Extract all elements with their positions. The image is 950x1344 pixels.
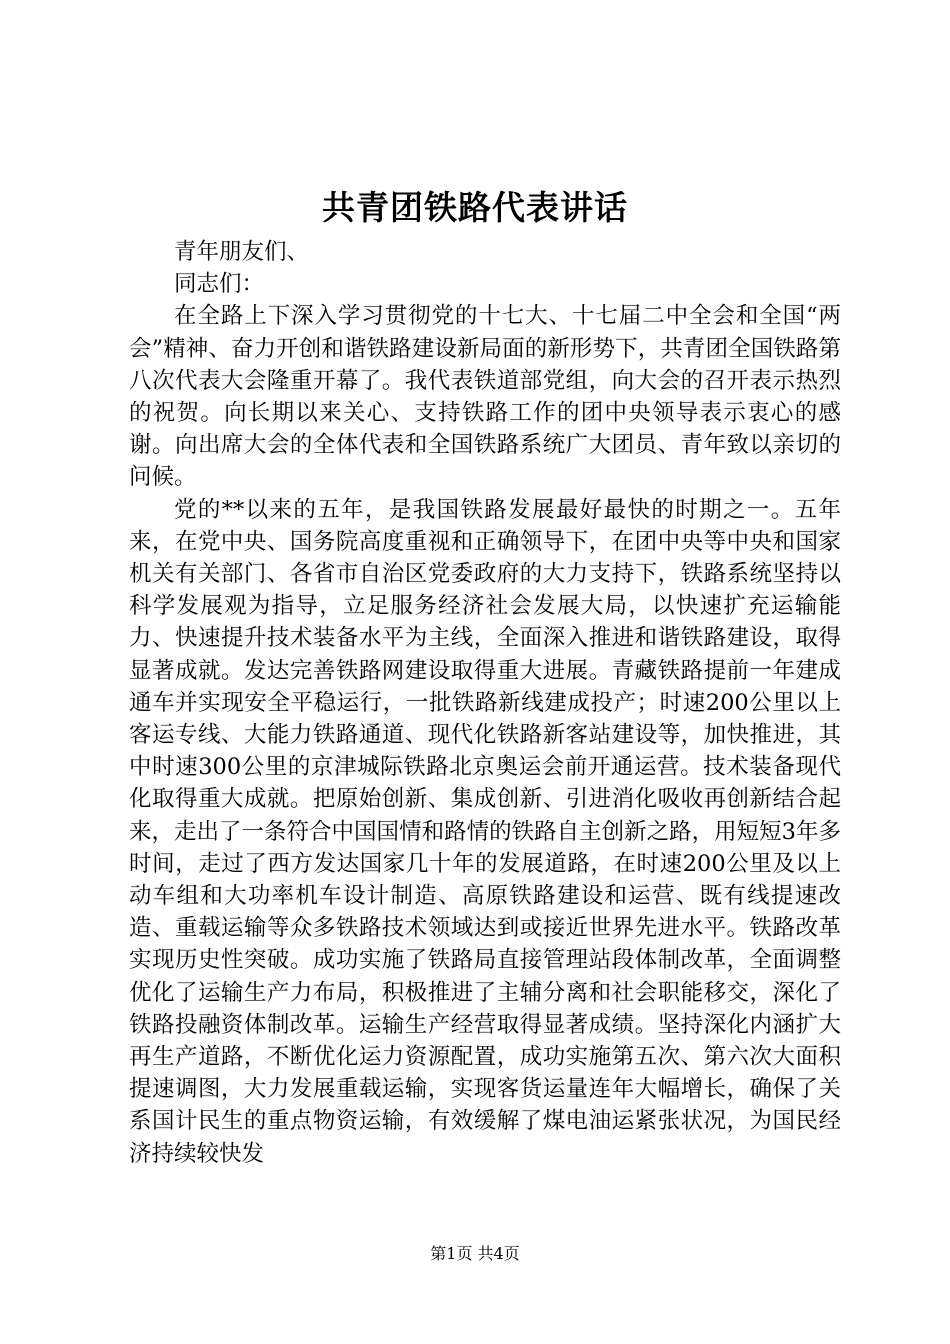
body-paragraph: 党的**以来的五年，是我国铁路发展最好最快的时期之一。五年来，在党中央、国务院高度重视和正确领导下，在团中央等中央和国家机关有关部门、各省市自治区党委政府的大力支持下，铁路系统坚持以科学发展观为指导，立足服务经济社会发展大局，以快速扩充运输能力、快速提升技术装备水平为主线，全面深入推进和谐铁路建设，取得显著成就。发达完善铁路网建设取得重大进展。青藏铁路提前一年建成通车并实现安全平稳运行，一批铁路新线建成投产；时速200公里以上客运专线、大能力铁路通道、现代化铁路新客站建设等，加快推进，其中时速300公里的京津城际铁路北京奥运会前开通运营。技术装备现代化取得重大成就。把原始创新、集成创新、引进消化吸收再创新结合起来，走出了一条符合中国国情和路情的铁路自主创新之路，用短短3年多时间，走过了西方发达国家几十年的发展道路，在时速200公里及以上动车组和大功率机车设计制造、高原铁路建设和运营、既有线提速改造、重载运输等众多铁路技术领域达到或接近世界先进水平。铁路改革实现历史性突破。成功实施了铁路局直接管理站段体制改革，全面调整优化了运输生产力布局，积极推进了主辅分离和社会职能移交，深化了铁路投融资体制改革。运输生产经营取得显著成绩。坚持深化内涵扩大再生产道路，不断优化运力资源配置，成功实施第五次、第六次大面积提速调图，大力发展重载运输，实现客货运量连年大幅增长，确保了关系国计民生的重点物资运输，有效缓解了煤电油运紧张状况，为国民经济持续较快发 xyxy=(129,496,841,1167)
page-number-footer: 第1页 共4页 xyxy=(430,1244,520,1263)
document-title: 共青团铁路代表讲话 xyxy=(322,188,628,227)
document-body xyxy=(129,236,841,1170)
body-paragraph: 在全路上下深入学习贯彻党的十七大、十七届二中全会和全国“两会”精神、奋力开创和谐铁路建设新局面的新形势下，共青团全国铁路第八次代表大会隆重开幕了。我代表铁道部党组，向大会的召开表示热烈的祝贺。向长期以来关心、支持铁路工作的团中央领导表示衷心的感谢。向出席大会的全体代表和全国铁路系统广大团员、青年致以亲切的问候。 xyxy=(129,303,841,491)
greeting-line: 同志们： xyxy=(174,271,265,298)
greeting-line: 青年朋友们、 xyxy=(174,239,310,265)
